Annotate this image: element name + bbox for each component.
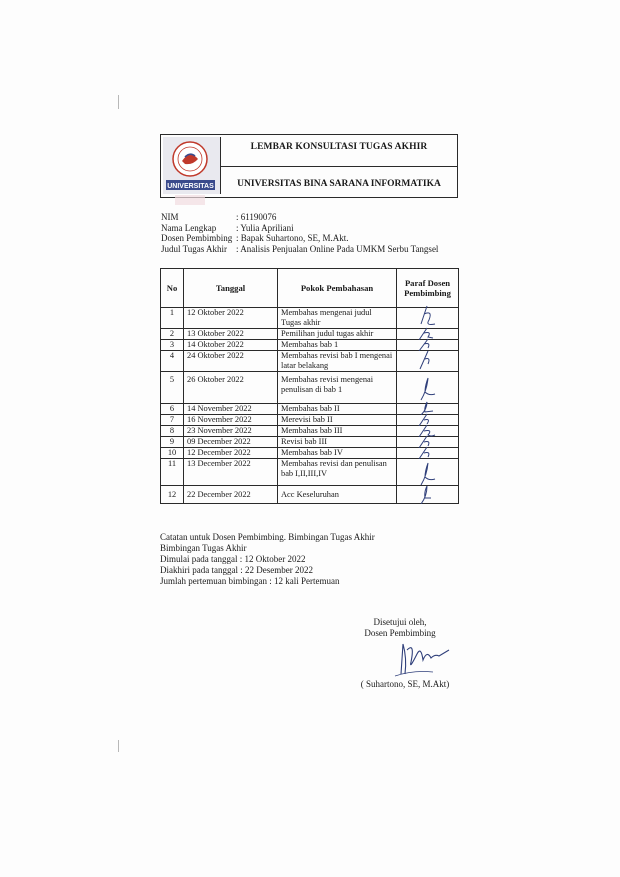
approval-line-1: Disetujui oleh, — [373, 617, 427, 627]
cell-pokok: Merevisi bab II — [278, 415, 397, 426]
consultation-notes — [160, 532, 375, 587]
table-row — [161, 448, 459, 459]
logo-smudge — [175, 195, 205, 205]
info-value: : Analisis Penjualan Online Pada UMKM Serbu Tangsel — [236, 243, 439, 254]
cell-tanggal: 26 Oktober 2022 — [184, 372, 278, 404]
cell-tanggal: 23 November 2022 — [184, 426, 278, 437]
margin-mark-bottom — [118, 740, 119, 752]
cell-pokok: Membahas mengenai judul Tugas akhir — [278, 308, 397, 329]
col-header-pokok: Pokok Pembahasan — [278, 269, 397, 308]
cell-no: 10 — [161, 448, 184, 459]
info-label: NIM — [161, 212, 179, 222]
note-line: Bimbingan Tugas Akhir — [160, 543, 247, 553]
table-row — [161, 372, 459, 404]
info-value: : 61190076 — [236, 212, 277, 222]
col-header-no: No — [161, 269, 184, 308]
note-line: Diakhiri pada tanggal : 22 Desember 2022 — [160, 565, 313, 575]
cell-paraf — [397, 486, 459, 504]
info-label: Judul Tugas Akhir — [161, 243, 228, 254]
logo-text: UNIVERSITAS — [167, 183, 214, 190]
info-value: : Yulia Apriliani — [236, 222, 294, 233]
cell-no: 1 — [161, 308, 184, 329]
margin-mark-top — [118, 95, 119, 109]
cell-no: 2 — [161, 329, 184, 340]
cell-pokok: Membahas revisi bab I mengenai latar belakang — [278, 351, 397, 372]
cell-paraf — [397, 448, 459, 459]
header-box — [160, 134, 458, 198]
cell-no: 6 — [161, 404, 184, 415]
cell-pokok: Membahas revisi dan penulisan bab I,II,III,IV — [278, 459, 397, 486]
cell-pokok: Membahas bab III — [278, 426, 397, 437]
cell-tanggal: 22 December 2022 — [184, 486, 278, 504]
cell-pokok: Membahas bab IV — [278, 448, 397, 459]
table-row — [161, 459, 459, 486]
consultation-table — [160, 268, 459, 504]
cell-pokok: Membahas bab 1 — [278, 340, 397, 351]
cell-tanggal: 24 Oktober 2022 — [184, 351, 278, 372]
initial-signature-icon — [397, 302, 457, 326]
table-row — [161, 486, 459, 504]
cell-tanggal: 14 Oktober 2022 — [184, 340, 278, 351]
cell-tanggal: 14 November 2022 — [184, 404, 278, 415]
cell-tanggal: 13 December 2022 — [184, 459, 278, 486]
ubsi-logo-icon — [163, 137, 218, 192]
university-logo — [163, 137, 221, 194]
note-line: Dimulai pada tanggal : 12 Oktober 2022 — [160, 554, 306, 564]
initial-signature-icon — [397, 459, 457, 487]
cell-tanggal: 12 Oktober 2022 — [184, 308, 278, 329]
cell-no: 9 — [161, 437, 184, 448]
info-value: : Bapak Suhartono, SE, M.Akt. — [236, 233, 349, 243]
approval-block — [330, 617, 470, 639]
header-divider — [221, 166, 457, 167]
col-header-tanggal: Tanggal — [184, 269, 278, 308]
initial-signature-icon — [397, 484, 457, 504]
note-line: Catatan untuk Dosen Pembimbing. Bimbingan Tugas Akhir — [160, 532, 375, 542]
cell-no: 5 — [161, 372, 184, 404]
cell-paraf — [397, 459, 459, 486]
cell-no: 12 — [161, 486, 184, 504]
initial-signature-icon — [397, 349, 457, 371]
cell-pokok: Membahas bab II — [278, 404, 397, 415]
initial-signature-icon — [397, 445, 457, 459]
cell-no: 7 — [161, 415, 184, 426]
info-label: Dosen Pembimbing — [161, 233, 233, 243]
col-header-paraf: Paraf Dosen Pembimbing — [397, 269, 459, 308]
approval-line-2: Dosen Pembimbing — [364, 628, 436, 638]
cell-no: 3 — [161, 340, 184, 351]
initial-signature-icon — [397, 372, 457, 402]
document-title: LEMBAR KONSULTASI TUGAS AKHIR — [250, 142, 428, 152]
note-line: Jumlah pertemuan bimbingan : 12 kali Pertemuan — [160, 576, 340, 586]
cell-pokok: Acc Keseluruhan — [278, 486, 397, 504]
supervisor-signature-icon — [393, 640, 453, 678]
cell-pokok: Membahas revisi mengenai penulisan di bab 1 — [278, 372, 397, 404]
university-name: UNIVERSITAS BINA SARANA INFORMATIKA — [237, 179, 441, 189]
cell-pokok: Pemilihan judul tugas akhir — [278, 329, 397, 340]
cell-tanggal: 12 December 2022 — [184, 448, 278, 459]
cell-no: 4 — [161, 351, 184, 372]
cell-no: 8 — [161, 426, 184, 437]
cell-tanggal: 16 November 2022 — [184, 415, 278, 426]
info-label: Nama Lengkap — [161, 222, 217, 233]
table-row — [161, 351, 459, 372]
cell-paraf — [397, 351, 459, 372]
signer-name: ( Suhartono, SE, M.Akt) — [360, 679, 450, 689]
cell-paraf — [397, 372, 459, 404]
cell-tanggal: 13 Oktober 2022 — [184, 329, 278, 340]
cell-tanggal: 09 December 2022 — [184, 437, 278, 448]
cell-no: 11 — [161, 459, 184, 486]
cell-pokok: Revisi bab III — [278, 437, 397, 448]
